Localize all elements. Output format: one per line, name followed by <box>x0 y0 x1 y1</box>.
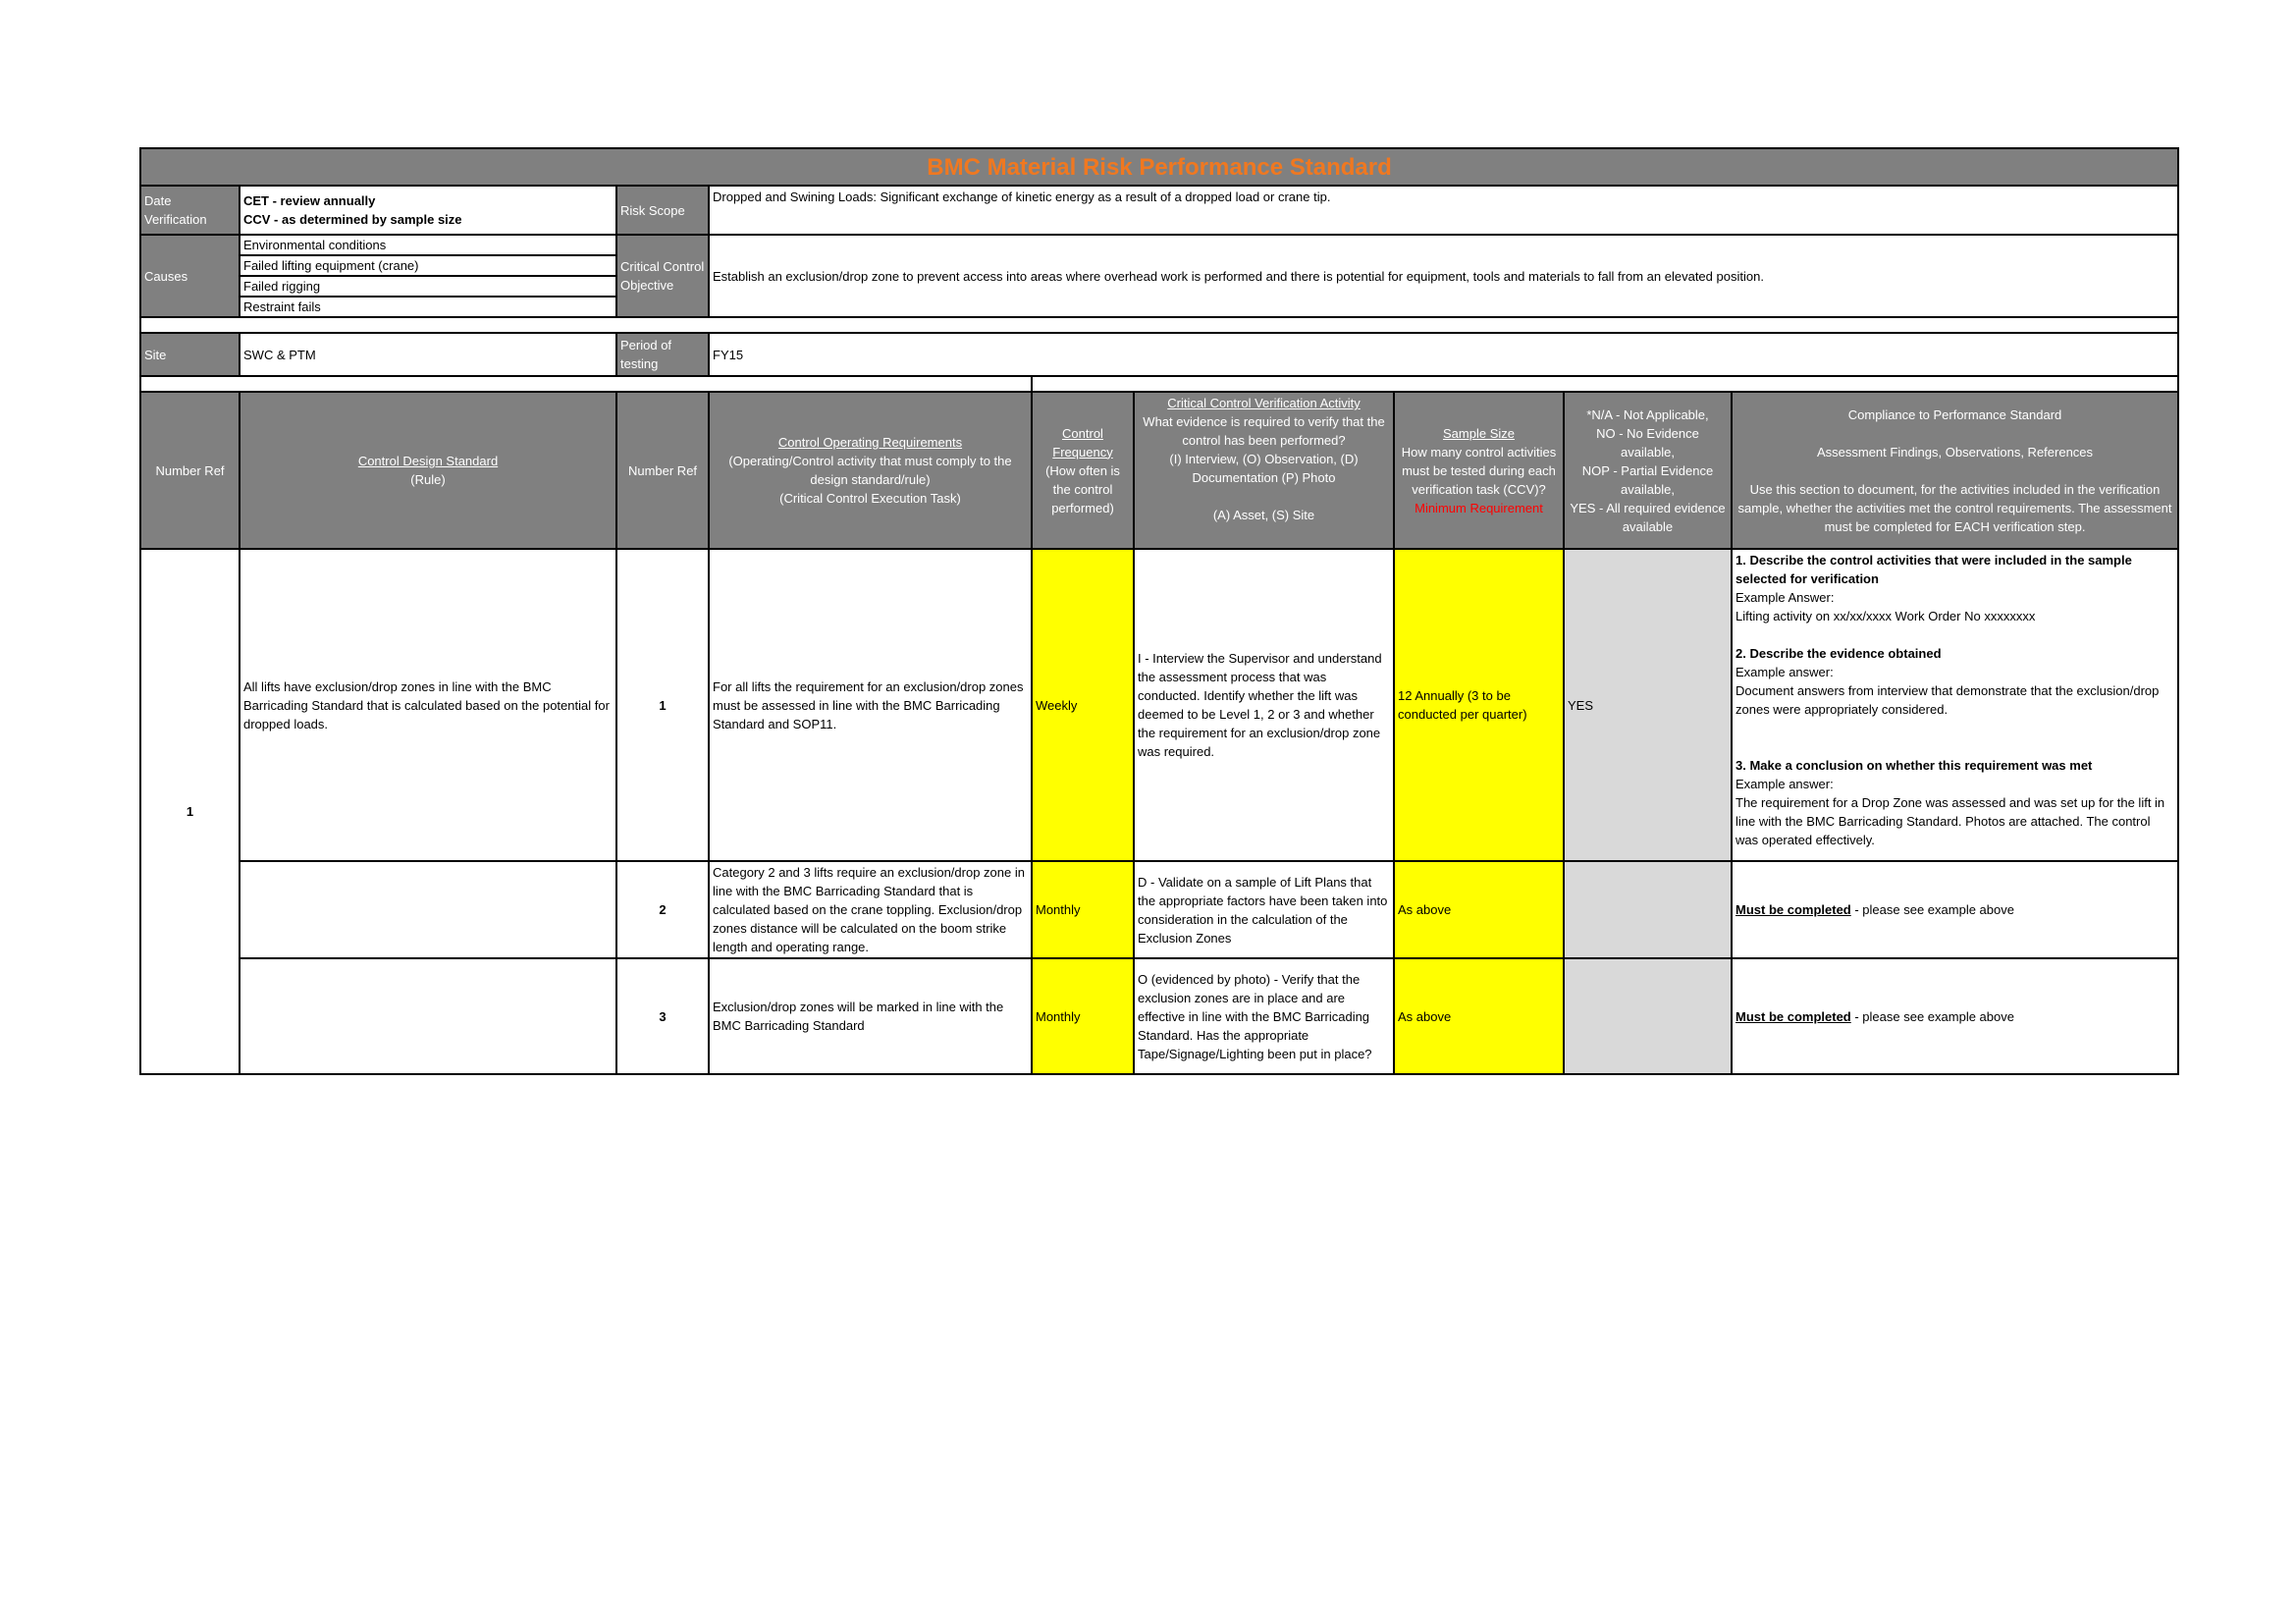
row-ref: 3 <box>616 958 709 1074</box>
control-frequency: Weekly <box>1032 549 1134 861</box>
header-operating-title: Control Operating Requirements <box>777 435 963 450</box>
header-compliance <box>1732 392 2178 549</box>
header-compliance-gap <box>1735 424 2174 443</box>
compliance-findings <box>1732 958 2178 1074</box>
date-line-cet: CET - review annually <box>243 193 376 208</box>
status-value <box>1564 958 1732 1074</box>
cause-item: Failed rigging <box>240 277 615 298</box>
control-design-standard: All lifts have exclusion/drop zones in line with the BMC Barricading Standard that is calculated based on the potential for dropped loads. <box>240 549 616 861</box>
compliance-q3-text: The requirement for a Drop Zone was assessed and was set up for the lift in line with the BMC Barricading Standard. Photos are attached. The control was operated effectively. <box>1735 795 2165 847</box>
compliance-findings <box>1732 549 2178 861</box>
header-verification-title: Critical Control Verification Activity <box>1167 396 1361 410</box>
header-number-ref-2: Number Ref <box>616 392 709 549</box>
compliance-q2-label: Example answer: <box>1735 665 1834 679</box>
header-frequency-sub: (How often is the control performed) <box>1045 462 1120 515</box>
causes-label: Causes <box>140 235 240 317</box>
standard-table <box>139 147 2179 1075</box>
risk-scope-label: Risk Scope <box>616 186 709 235</box>
compliance-q3-label: Example answer: <box>1735 777 1834 791</box>
critical-control-objective-value: Establish an exclusion/drop zone to prevent access into areas where overhead work is performed and there is potential for equipment, tools and materials to fall from an elevated position. <box>709 235 2178 317</box>
legend-no: NO - No Evidence available, <box>1596 425 1699 460</box>
cause-item: Failed lifting equipment (crane) <box>240 256 615 277</box>
date-verification-label: Date Verification <box>140 186 240 235</box>
header-status-legend <box>1564 392 1732 549</box>
control-frequency: Monthly <box>1032 958 1134 1074</box>
operating-requirement: For all lifts the requirement for an exclusion/drop zones must be assessed in line with the BMC Barricading Standard and SOP11. <box>709 549 1032 861</box>
control-design-standard-empty <box>240 958 616 1074</box>
compliance-q1-label: Example Answer: <box>1735 590 1835 605</box>
header-verification-types: (I) Interview, (O) Observation, (D) Documentation (P) Photo <box>1169 452 1359 485</box>
period-label: Period of testing <box>616 333 709 376</box>
table-row <box>140 549 2178 861</box>
status-value <box>1564 861 1732 958</box>
page-title: BMC Material Risk Performance Standard <box>140 148 2178 186</box>
header-verification-sub: What evidence is required to verify that the control has been performed? <box>1143 414 1385 448</box>
header-verification-asset: (A) Asset, (S) Site <box>1212 508 1315 522</box>
header-operating-sub: (Operating/Control activity that must comply to the design standard/rule) <box>728 454 1012 487</box>
row-ref: 2 <box>616 861 709 958</box>
spacer-left <box>140 376 1032 392</box>
sample-size: As above <box>1394 958 1564 1074</box>
table-row <box>140 958 2178 1074</box>
cause-item: Restraint fails <box>243 299 321 314</box>
date-line-ccv: CCV - as determined by sample size <box>243 212 462 227</box>
site-value: SWC & PTM <box>240 333 616 376</box>
legend-yes: YES - All required evidence available <box>1570 500 1726 534</box>
legend-nop: NOP - Partial Evidence available, <box>1581 462 1714 497</box>
critical-control-objective-label: Critical Control Objective <box>616 235 709 317</box>
must-be-completed-rest: - please see example above <box>1850 902 2014 917</box>
header-control-frequency <box>1032 392 1134 549</box>
header-operating-sub2: (Critical Control Execution Task) <box>779 491 961 506</box>
header-control-operating-requirements <box>709 392 1032 549</box>
must-be-completed: Must be completed <box>1735 902 1851 917</box>
performance-standard-sheet <box>139 147 2177 1075</box>
must-be-completed: Must be completed <box>1735 1008 1851 1024</box>
compliance-gap <box>1735 737 2174 756</box>
header-sample-size <box>1394 392 1564 549</box>
compliance-gap <box>1735 625 2174 644</box>
header-control-design-standard <box>240 392 616 549</box>
header-design-title: Control Design Standard <box>357 454 499 468</box>
compliance-q1-text: Lifting activity on xx/xx/xxxx Work Order No xxxxxxxx <box>1735 609 2036 623</box>
cause-item: Environmental conditions <box>240 236 615 256</box>
operating-requirement: Exclusion/drop zones will be marked in line with the BMC Barricading Standard <box>709 958 1032 1074</box>
status-value: YES <box>1564 549 1732 861</box>
verification-activity: I - Interview the Supervisor and understand the assessment process that was conducted. Identify whether the lift was deemed to be Level 1, 2 or 3 and whether the requirement for an exclusion/drop zone was required. <box>1134 549 1394 861</box>
operating-requirement: Category 2 and 3 lifts require an exclusion/drop zone in line with the BMC Barricading Standard that is calculated based on the crane toppling. Exclusion/drop zones distance will be calculated on the boom strike length and operating range. <box>709 861 1032 958</box>
compliance-findings <box>1732 861 2178 958</box>
spacer-row <box>140 317 2178 333</box>
header-compliance-sub: Assessment Findings, Observations, References <box>1816 444 2094 460</box>
header-frequency-title: Control Frequency <box>1052 425 1113 460</box>
header-verification-gap <box>1138 487 1390 506</box>
row-ref: 1 <box>616 549 709 861</box>
date-verification-value <box>240 186 616 235</box>
header-sample-sub: How many control activities must be tested during each verification task (CCV)? <box>1401 444 1557 497</box>
control-frequency: Monthly <box>1032 861 1134 958</box>
causes-list <box>240 235 616 317</box>
header-number-ref: Number Ref <box>140 392 240 549</box>
compliance-q3: 3. Make a conclusion on whether this requirement was met <box>1735 758 2093 773</box>
header-compliance-note: Use this section to document, for the activities included in the verification sample, whether the activities met the control requirements. The assessment must be completed for EACH verification step. <box>1737 481 2172 534</box>
header-compliance-gap-2 <box>1735 461 2174 480</box>
header-sample-title: Sample Size <box>1443 425 1515 441</box>
verification-activity: D - Validate on a sample of Lift Plans that the appropriate factors have been taken into consideration in the calculation of the Exclusion Zones <box>1134 861 1394 958</box>
header-verification-activity <box>1134 392 1394 549</box>
compliance-q2-text: Document answers from interview that demonstrate that the exclusion/drop zones were appropriately considered. <box>1735 683 2160 717</box>
header-compliance-title: Compliance to Performance Standard <box>1847 406 2062 422</box>
group-number: 1 <box>140 549 240 1074</box>
sample-size: As above <box>1394 861 1564 958</box>
sample-size: 12 Annually (3 to be conducted per quarter) <box>1394 549 1564 861</box>
verification-activity: O (evidenced by photo) - Verify that the exclusion zones are in place and are effective in line with the BMC Barricading Standard. Has the appropriate Tape/Signage/Lighting been put in place? <box>1134 958 1394 1074</box>
compliance-q1: 1. Describe the control activities that were included in the sample selected for verification <box>1735 553 2132 586</box>
header-design-sub: (Rule) <box>410 472 446 487</box>
compliance-gap <box>1735 719 2174 737</box>
site-label: Site <box>140 333 240 376</box>
risk-scope-value: Dropped and Swining Loads: Significant exchange of kinetic energy as a result of a dropped load or crane tip. <box>709 186 2178 235</box>
period-value: FY15 <box>709 333 2178 376</box>
legend-na: *N/A - Not Applicable, <box>1586 406 1709 422</box>
control-design-standard-empty <box>240 861 616 958</box>
compliance-q2: 2. Describe the evidence obtained <box>1735 646 1942 661</box>
table-row <box>140 861 2178 958</box>
must-be-completed-rest: - please see example above <box>1850 1008 2014 1024</box>
spacer-right <box>1032 376 2178 392</box>
header-sample-min: Minimum Requirement <box>1415 500 1543 515</box>
